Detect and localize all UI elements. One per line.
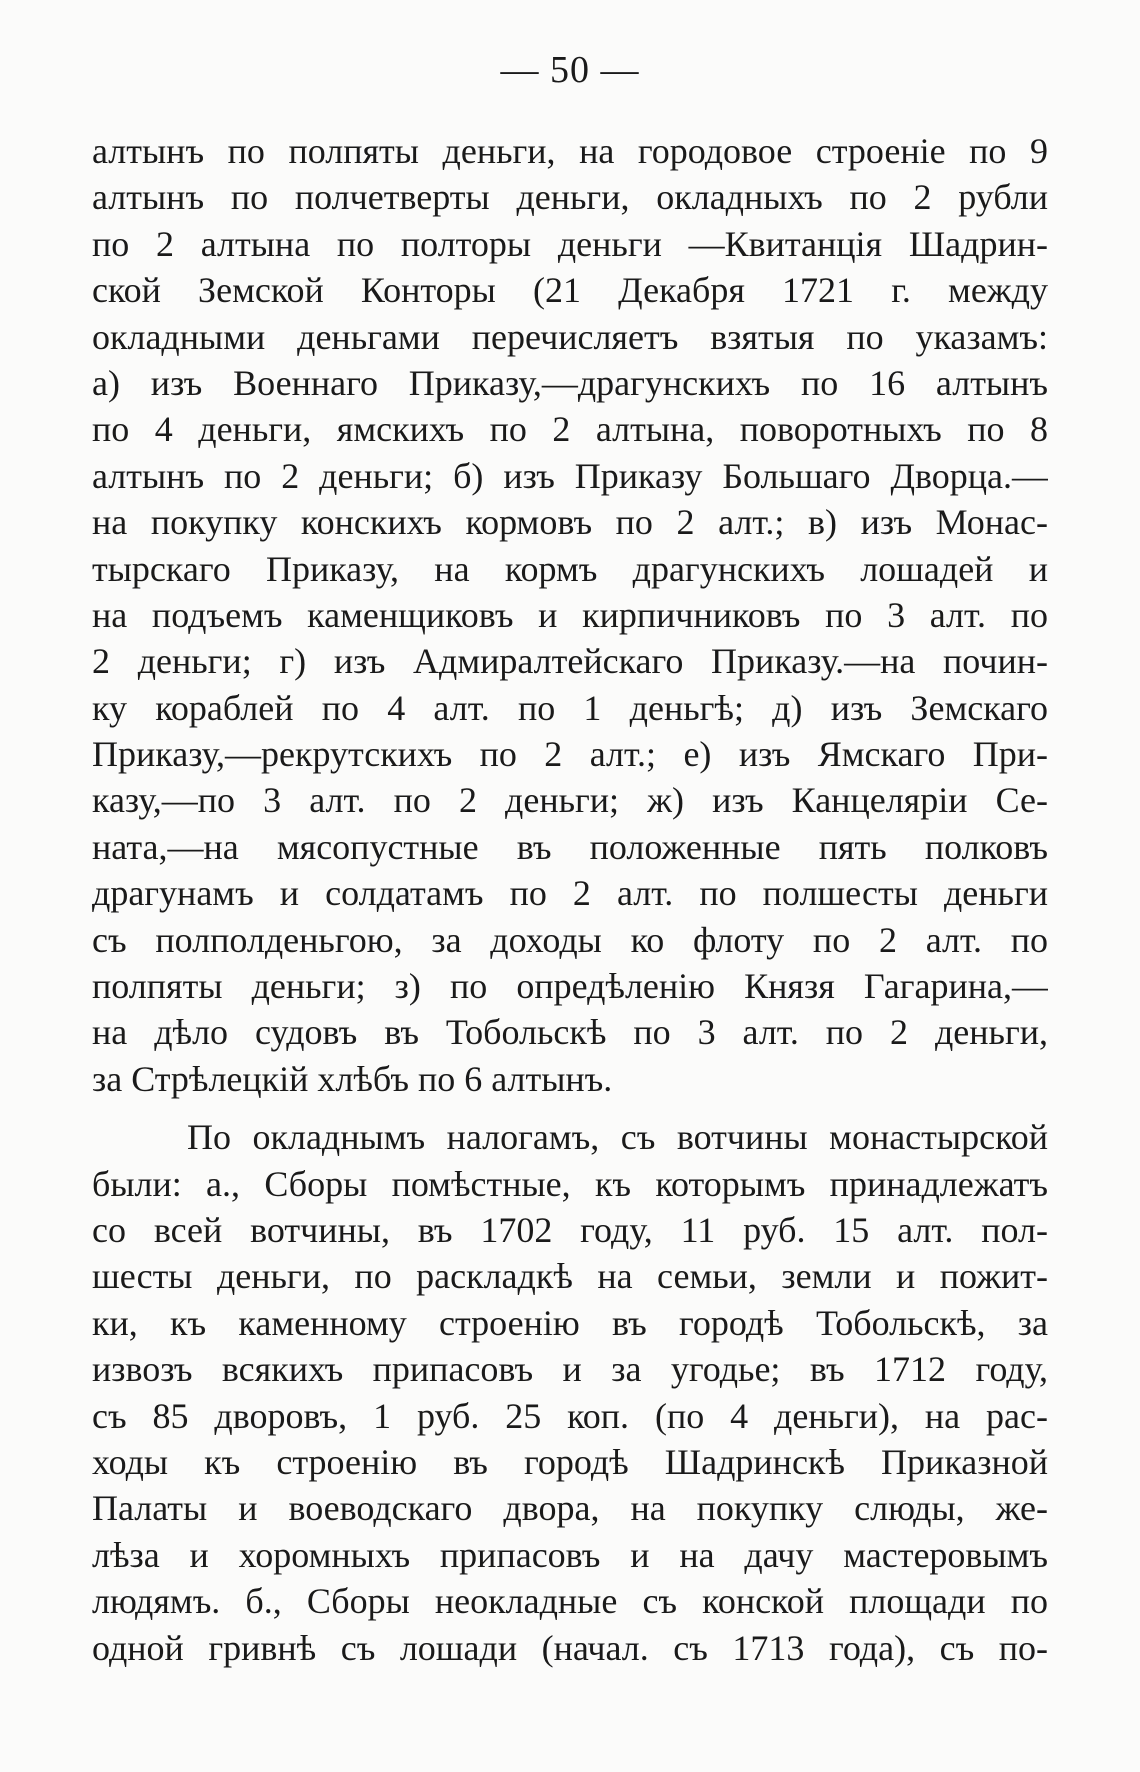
text-line: Палаты и воеводскаго двора, на покупку слюды, же- xyxy=(92,1488,1048,1529)
text-line: ской Земской Конторы (21 Декабря 1721 г. между xyxy=(92,270,1048,311)
text-line: людямъ. б., Сборы неокладные съ конской площади по xyxy=(92,1581,1048,1622)
text-line: алтынъ по полпяты деньги, на городовое строеніе по 9 xyxy=(92,131,1048,171)
text-line: полпяты деньги; з) по опредѣленію Князя Гагарина,— xyxy=(92,966,1048,1007)
text-line: алтынъ по 2 деньги; б) изъ Приказу Большаго Дворца.— xyxy=(92,455,1048,496)
text-line: были: а., Сборы помѣстные, къ которымъ принадлежатъ xyxy=(92,1163,1048,1204)
text-line: ходы къ строенію въ городѣ Шадринскѣ Приказной xyxy=(92,1441,1048,1482)
text-line: ки, къ каменному строенію въ городѣ Тобольскѣ, за xyxy=(92,1302,1048,1343)
text-line: а) изъ Военнаго Приказу,—драгунскихъ по 16 алтынъ xyxy=(92,362,1048,403)
page-number: — 50 — xyxy=(500,49,640,91)
text-line: по 4 деньги, ямскихъ по 2 алтына, поворотныхъ по 8 xyxy=(92,409,1048,450)
text-line: на покупку конскихъ кормовъ по 2 алт.; в) изъ Монас- xyxy=(92,502,1048,543)
paragraph-2 xyxy=(92,1114,1048,1671)
text-line: алтынъ по полчетверты деньги, окладныхъ по 2 рубли xyxy=(92,177,1048,218)
text-line: извозъ всякихъ припасовъ и за угодье; въ 1712 году, xyxy=(92,1349,1048,1390)
text-line: тырскаго Приказу, на кормъ драгунскихъ лошадей и xyxy=(92,548,1048,589)
text-line: 2 деньги; г) изъ Адмиралтейскаго Приказу.—на почин- xyxy=(92,641,1048,682)
text-line: лѣза и хоромныхъ припасовъ и на дачу мастеровымъ xyxy=(92,1534,1048,1575)
text-line: шесты деньги, по раскладкѣ на семьи, земли и пожит- xyxy=(92,1256,1048,1297)
text-line: одной гривнѣ съ лошади (начал. съ 1713 года), съ по- xyxy=(92,1627,1048,1668)
text-line: съ полполденьгою, за доходы ко флоту по 2 алт. по xyxy=(92,919,1048,960)
text-line: По окладнымъ налогамъ, съ вотчины монастырской xyxy=(187,1117,1048,1158)
text-line: окладными деньгами перечисляетъ взятыя по указамъ: xyxy=(92,316,1048,357)
text-line: ку кораблей по 4 алт. по 1 деньгѣ; д) изъ Земскаго xyxy=(92,687,1048,728)
text-line: за Стрѣлецкій хлѣбъ по 6 алтынъ. xyxy=(92,1058,613,1099)
body-text xyxy=(92,128,1048,1671)
text-line: ната,—на мясопустные въ положенные пять полковъ xyxy=(92,826,1048,867)
text-line: драгунамъ и солдатамъ по 2 алт. по полшесты деньги xyxy=(92,873,1048,914)
text-line: на дѣло судовъ въ Тобольскѣ по 3 алт. по 2 деньги, xyxy=(92,1012,1048,1053)
text-line: на подъемъ каменщиковъ и кирпичниковъ по 3 алт. по xyxy=(92,594,1048,635)
text-line: съ 85 дворовъ, 1 руб. 25 коп. (по 4 деньги), на рас- xyxy=(92,1395,1048,1436)
text-line: со всей вотчины, въ 1702 году, 11 руб. 15 алт. пол- xyxy=(92,1209,1048,1250)
paragraph-1 xyxy=(92,128,1048,1102)
text-line: казу,—по 3 алт. по 2 деньги; ж) изъ Канцеляріи Се- xyxy=(92,780,1048,821)
paragraph-gap xyxy=(92,1102,1048,1114)
text-line: Приказу,—рекрутскихъ по 2 алт.; е) изъ Ямскаго При- xyxy=(92,734,1048,775)
text-line: по 2 алтына по полторы деньги —Квитанція Шадрин- xyxy=(92,223,1048,264)
